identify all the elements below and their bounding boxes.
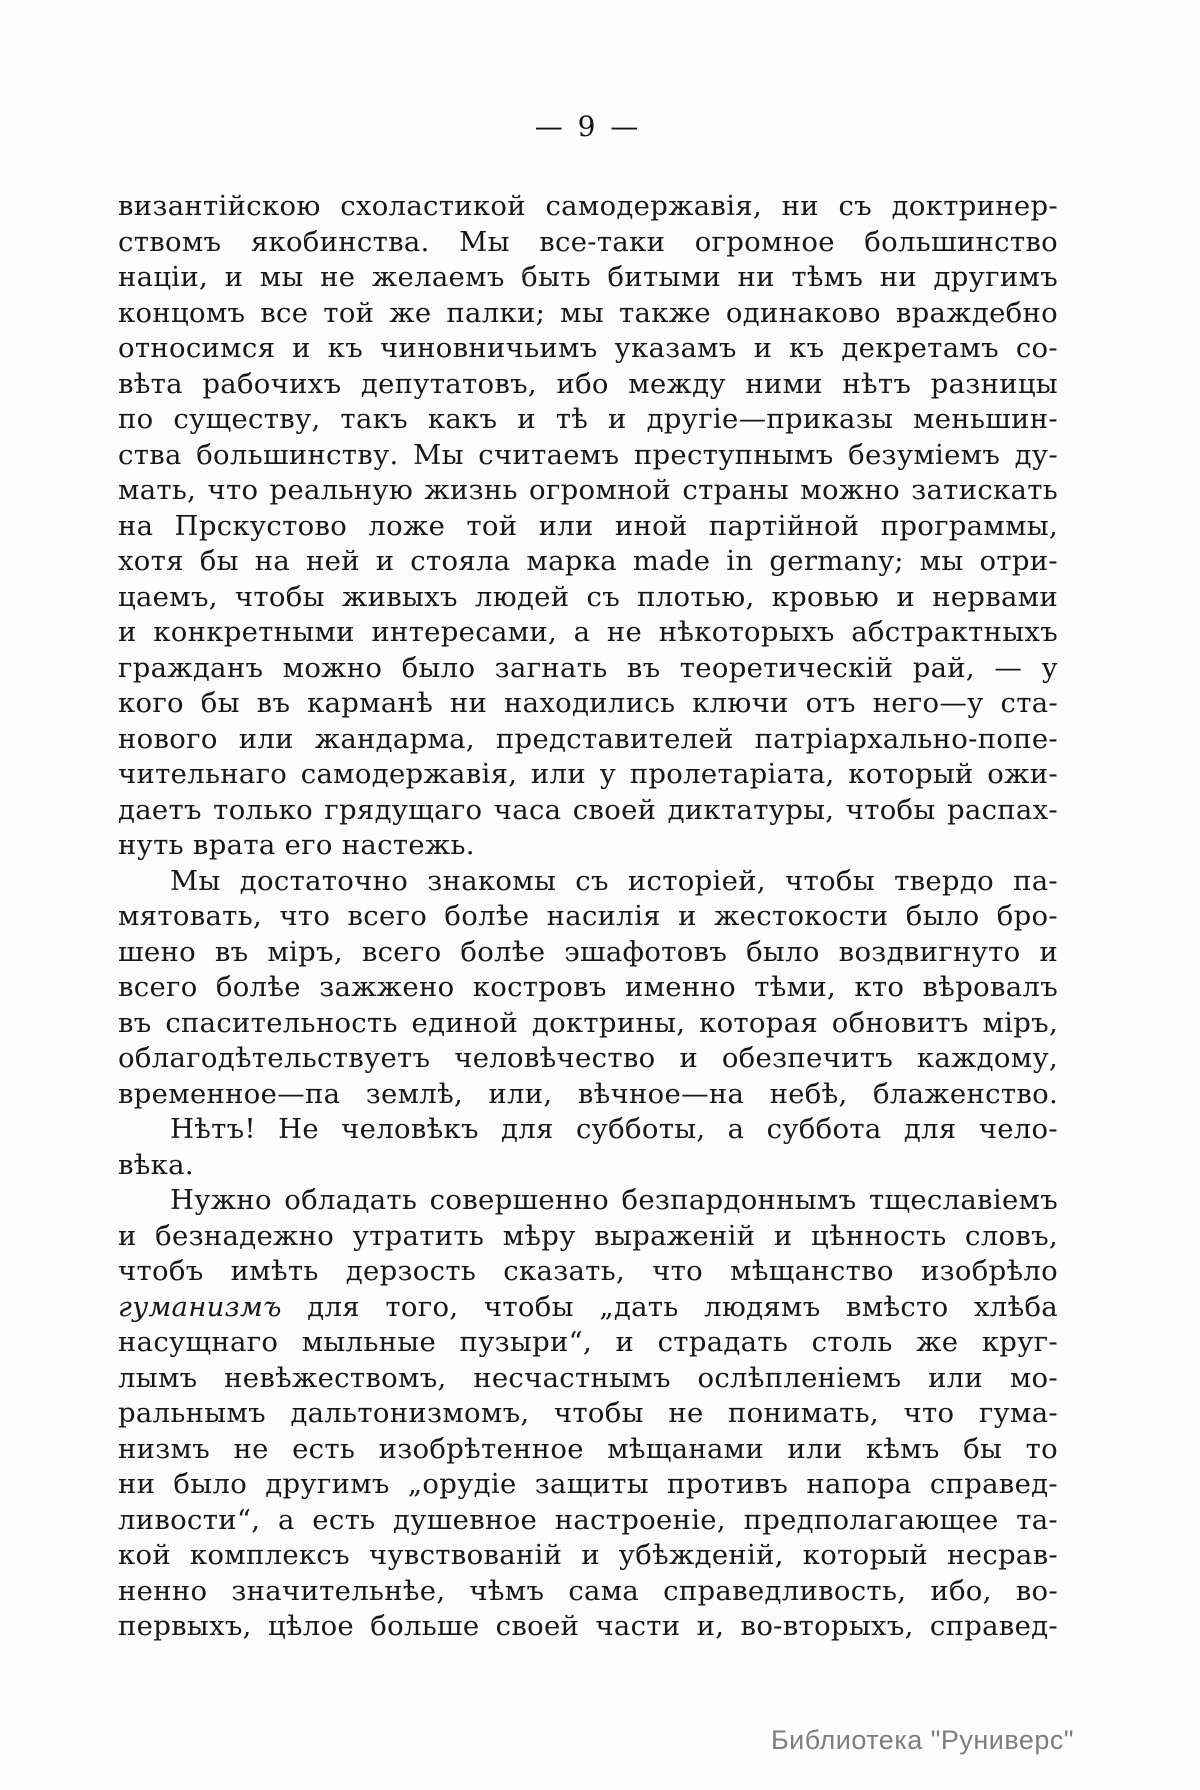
text-segment: чтобъ имѣть дерзость сказать, что мѣщанство изобрѣло [118,1255,1058,1287]
text-segment: ства большинству. Мы считаемъ преступнымъ безуміемъ ду- [118,438,1058,471]
text-segment: и безнадежно утратить мѣру выраженій и цѣнность словъ, [118,1219,1058,1252]
text-segment: кой комплексъ чувствованій и убѣжденій, который несрав- [118,1539,1058,1571]
page-number: — 9 — [534,110,642,143]
text-line [118,331,1058,367]
text-segment: ливости“, а есть душевное настроеніе, предполагающее та- [118,1503,1058,1536]
text-segment: вѣта рабочихъ депутатовъ, ибо между ними нѣтъ разницы [118,367,1058,400]
text-line [118,1219,1058,1255]
text-line [118,1467,1058,1503]
text-segment: для того, чтобы „дать людямъ вмѣсто хлѣба [281,1290,1058,1323]
text-line [118,580,1058,616]
text-line [118,1432,1058,1468]
text-segment: всего болѣе зажжено костровъ именно тѣми, кто вѣровалъ [118,971,1058,1003]
text-line [118,1183,1058,1219]
text-segment: шено въ міръ, всего болѣе эшафотовъ было воздвигнуто и [118,935,1058,968]
text-line [118,651,1058,687]
text-line [118,1361,1058,1397]
text-line [118,296,1058,332]
text-line [118,1006,1058,1042]
text-segment: мятовать, что всего болѣе насилія и жестокости было бро- [118,900,1058,932]
text-segment: даетъ только грядущаго часа своей диктатуры, чтобы распах- [118,793,1058,826]
text-segment-italic: гуманизмъ [118,1290,282,1323]
text-segment: ральнымъ дальтонизмомъ, чтобы не понимать, что гума- [118,1397,1058,1429]
text-segment: византійскою схоластикой самодержавія, ни съ доктринер- [118,190,1058,222]
text-segment: на Прскустово ложе той или иной партійной программы, [118,509,1058,542]
text-line [118,1538,1058,1574]
text-block [118,189,1058,1645]
text-segment: насущнаго мыльные пузыри“, и страдать столь же круг- [118,1326,1058,1358]
text-line [118,793,1058,829]
text-line [118,1609,1058,1645]
text-line [118,899,1058,935]
text-line [118,1112,1058,1148]
text-line [118,189,1058,225]
text-line [118,615,1058,651]
text-line [118,509,1058,545]
text-segment: хотя бы на ней и стояла марка made in germany; мы отри- [118,545,1058,577]
text-line [118,828,1058,864]
text-segment: нового или жандарма, представителей патріархально-попе- [118,722,1058,755]
text-segment: и конкретными интересами, а не нѣкоторыхъ абстрактныхъ [118,616,1058,648]
text-segment: облагодѣтельствуетъ человѣчество и обезпечитъ каждому, [118,1042,1058,1074]
text-line [118,686,1058,722]
text-line [118,402,1058,438]
text-line [118,1503,1058,1539]
text-segment: кого бы въ карманѣ ни находились ключи отъ него—у ста- [118,687,1058,719]
text-line [118,1396,1058,1432]
text-line [118,438,1058,474]
text-segment: цаемъ, чтобы живыхъ людей съ плотью, кровью и нервами [118,580,1058,613]
text-line [118,864,1058,900]
text-segment: Мы достаточно знакомы съ исторіей, чтобы твердо па- [170,864,1058,897]
text-line [118,1254,1058,1290]
text-line [118,544,1058,580]
text-line [118,722,1058,758]
library-watermark: Библиотека "Руниверс" [770,1725,1074,1755]
text-segment: ненно значительнѣе, чѣмъ сама справедливость, ибо, во- [118,1574,1058,1607]
text-segment: ствомъ якобинства. Мы все-таки огромное большинство [118,225,1058,258]
text-segment: мать, что реальную жизнь огромной страны можно затискать [118,474,1058,506]
text-line [118,1290,1058,1326]
text-line [118,1574,1058,1610]
text-segment: по существу, такъ какъ и тѣ и другіе—приказы меньшин- [118,403,1058,435]
text-segment: Нужно обладать совершенно безпардоннымъ тщеславіемъ [170,1184,1058,1216]
text-segment: временное—па землѣ, или, вѣчное—на небѣ, блаженство. [118,1077,1058,1110]
text-segment: низмъ не есть изобрѣтенное мѣщанами или кѣмъ бы то [118,1432,1058,1465]
text-segment: концомъ все той же палки; мы также одинаково враждебно [118,296,1058,329]
text-line [118,260,1058,296]
text-segment: гражданъ можно было загнать въ теоретическій рай, — у [118,651,1058,684]
text-segment: въ спасительность единой доктрины, которая обновитъ міръ, [118,1006,1058,1039]
text-line [118,225,1058,261]
text-segment: относимся и къ чиновничьимъ указамъ и къ декретамъ со- [118,332,1058,364]
text-segment: первыхъ, цѣлое больше своей части и, во-вторыхъ, справед- [118,1610,1058,1642]
text-segment: чительнаго самодержавія, или у пролетаріата, который ожи- [118,758,1058,790]
text-line [118,1077,1058,1113]
text-segment: нуть врата его настежь. [118,829,475,861]
text-line [118,1325,1058,1361]
text-line [118,935,1058,971]
text-segment: лымъ невѣжествомъ, несчастнымъ ослѣпленіемъ или мо- [118,1361,1058,1394]
text-line [118,970,1058,1006]
text-line [118,367,1058,403]
text-segment: націи, и мы не желаемъ быть битыми ни тѣмъ ни другимъ [118,261,1058,293]
text-line [118,757,1058,793]
text-line [118,473,1058,509]
text-segment: вѣка. [118,1148,194,1181]
text-line [118,1041,1058,1077]
text-line [118,1148,1058,1184]
text-segment: Нѣтъ! Не человѣкъ для субботы, а суббота для чело- [170,1113,1058,1145]
text-segment: ни было другимъ „орудіе защиты противъ напора справед- [118,1468,1058,1500]
